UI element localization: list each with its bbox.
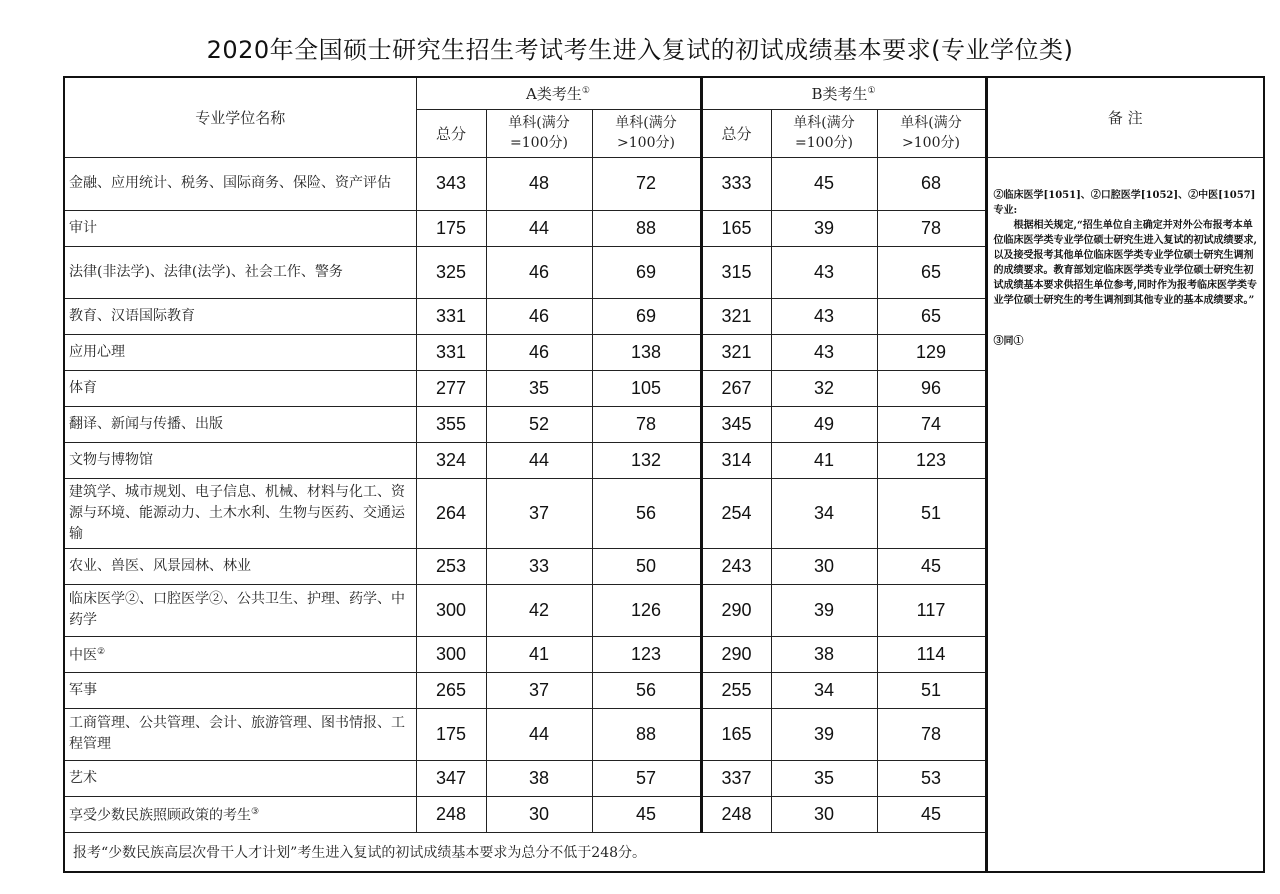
a-single-gt100-cell: 78 — [592, 406, 701, 442]
a-single-gt100-cell: 72 — [592, 157, 701, 210]
b-total-cell: 165 — [701, 210, 771, 246]
b-total-cell: 321 — [701, 334, 771, 370]
major-name-cell — [64, 636, 416, 672]
table-row — [64, 157, 1264, 210]
major-name: 军事 — [69, 681, 97, 698]
a-single-gt100-cell: 126 — [592, 584, 701, 636]
major-name: 法律(非法学)、法律(法学)、社会工作、警务 — [69, 263, 343, 280]
major-name: 临床医学②、口腔医学②、公共卫生、护理、药学、中药学 — [69, 591, 405, 628]
b-single-gt100-cell: 51 — [877, 672, 986, 708]
a-single-gt100-cell: 105 — [592, 370, 701, 406]
a-single-100-cell: 48 — [486, 157, 592, 210]
b-single-100-cell: 49 — [771, 406, 877, 442]
a-total-cell: 175 — [416, 210, 486, 246]
major-name: 农业、兽医、风景园林、林业 — [69, 557, 251, 574]
a-single-gt100-cell: 88 — [592, 210, 701, 246]
b-single-100-cell: 43 — [771, 298, 877, 334]
b-single-100-header: 单科(满分 =100分) — [771, 109, 877, 157]
a-total-cell: 355 — [416, 406, 486, 442]
footer-note: 报考“少数民族高层次骨干人才计划”考生进入复试的初试成绩基本要求为总分不低于248分。 — [64, 832, 986, 872]
b-single-gt100-cell: 117 — [877, 584, 986, 636]
b-single-100-cell: 39 — [771, 210, 877, 246]
major-name-cell — [64, 406, 416, 442]
b-single-gt100-cell: 123 — [877, 442, 986, 478]
group-a-header: A类考生① — [416, 77, 701, 109]
notes-cell — [986, 157, 1264, 872]
a-single-100-cell: 35 — [486, 370, 592, 406]
b-single-100-cell: 39 — [771, 584, 877, 636]
a-single-gt100-cell: 69 — [592, 246, 701, 298]
a-single-100-cell: 41 — [486, 636, 592, 672]
major-name: 金融、应用统计、税务、国际商务、保险、资产评估 — [69, 175, 391, 191]
major-name: 享受少数民族照顾政策的考生 — [69, 807, 251, 824]
a-total-cell: 331 — [416, 334, 486, 370]
major-name-cell — [64, 548, 416, 584]
a-total-cell: 175 — [416, 708, 486, 760]
b-single-100-cell: 35 — [771, 760, 877, 796]
a-single-100-header: 单科(满分 =100分) — [486, 109, 592, 157]
a-single-100-cell: 37 — [486, 672, 592, 708]
a-total-header: 总分 — [416, 109, 486, 157]
a-single-gt100-cell: 132 — [592, 442, 701, 478]
notes-text — [988, 158, 1264, 349]
a-single-gt100-cell: 88 — [592, 708, 701, 760]
a-single-100-cell: 46 — [486, 334, 592, 370]
major-name: 翻译、新闻与传播、出版 — [69, 415, 223, 432]
major-name-cell — [64, 796, 416, 832]
a-single-gt100-cell: 50 — [592, 548, 701, 584]
major-name: 教育、汉语国际教育 — [69, 307, 195, 324]
note-paragraph-2: 根据相关规定,“招生单位自主确定并对外公布报考本单位临床医学类专业学位硕士研究生进入复试的初试成绩要求,以及接受报考其他单位临床医学类专业学位硕士研究生调剂的成绩要求。教育部划定临床医学类专业学位硕士研究生初试成绩基本要求供招生单位参考,同时作为报考临床医学类专业学位硕士研究生的考生调剂到其他专业的基本成绩要求。” — [993, 219, 1257, 306]
b-total-header: 总分 — [701, 109, 771, 157]
major-name: 应用心理 — [69, 343, 125, 360]
b-single-100-cell: 38 — [771, 636, 877, 672]
major-name: 中医 — [69, 647, 97, 664]
b-total-cell: 345 — [701, 406, 771, 442]
a-single-gt100-cell: 123 — [592, 636, 701, 672]
a-single-100-cell: 38 — [486, 760, 592, 796]
a-single-gt100-cell: 57 — [592, 760, 701, 796]
b-single-100-cell: 43 — [771, 334, 877, 370]
a-single-gt100-cell: 69 — [592, 298, 701, 334]
b-single-gt100-cell: 74 — [877, 406, 986, 442]
b-total-cell: 243 — [701, 548, 771, 584]
b-single-100-cell: 34 — [771, 672, 877, 708]
a-total-cell: 277 — [416, 370, 486, 406]
a-single-gt100-cell: 138 — [592, 334, 701, 370]
a-single-100-cell: 33 — [486, 548, 592, 584]
a-single-100-cell: 46 — [486, 298, 592, 334]
note-paragraph-3: ③同① — [993, 335, 1024, 347]
a-total-cell: 253 — [416, 548, 486, 584]
b-total-cell: 337 — [701, 760, 771, 796]
a-single-gt100-cell: 56 — [592, 672, 701, 708]
a-total-cell: 325 — [416, 246, 486, 298]
major-name-cell — [64, 584, 416, 636]
major-name-cell — [64, 334, 416, 370]
major-name: 艺术 — [69, 769, 97, 786]
score-table — [63, 76, 1265, 873]
b-total-cell: 254 — [701, 478, 771, 548]
b-single-100-cell: 30 — [771, 548, 877, 584]
b-single-100-cell: 41 — [771, 442, 877, 478]
b-total-cell: 165 — [701, 708, 771, 760]
b-single-gt100-cell: 65 — [877, 298, 986, 334]
b-total-cell: 315 — [701, 246, 771, 298]
a-single-100-cell: 52 — [486, 406, 592, 442]
a-single-100-cell: 44 — [486, 210, 592, 246]
a-total-cell: 248 — [416, 796, 486, 832]
b-total-cell: 267 — [701, 370, 771, 406]
b-total-cell: 290 — [701, 636, 771, 672]
b-single-gt100-cell: 45 — [877, 796, 986, 832]
b-single-gt100-cell: 53 — [877, 760, 986, 796]
a-total-cell: 324 — [416, 442, 486, 478]
a-single-gt100-cell: 45 — [592, 796, 701, 832]
major-name: 文物与博物馆 — [69, 451, 153, 468]
b-total-cell: 314 — [701, 442, 771, 478]
major-name-cell — [64, 246, 416, 298]
major-name-cell — [64, 672, 416, 708]
major-name: 审计 — [69, 219, 97, 236]
b-single-100-cell: 34 — [771, 478, 877, 548]
major-name-cell — [64, 708, 416, 760]
a-single-100-cell: 42 — [486, 584, 592, 636]
b-total-cell: 333 — [701, 157, 771, 210]
b-single-100-cell: 32 — [771, 370, 877, 406]
b-single-gt100-cell: 96 — [877, 370, 986, 406]
a-single-gt100-header: 单科(满分 >100分) — [592, 109, 701, 157]
b-total-cell: 255 — [701, 672, 771, 708]
a-single-100-cell: 30 — [486, 796, 592, 832]
b-single-gt100-header: 单科(满分 >100分) — [877, 109, 986, 157]
major-name: 体育 — [69, 379, 97, 396]
major-name-cell — [64, 210, 416, 246]
note-paragraph-1: ②临床医学[1051]、②口腔医学[1052]、②中医[1057]专业: — [993, 189, 1256, 216]
notes-header: 备 注 — [986, 77, 1264, 157]
a-total-cell: 343 — [416, 157, 486, 210]
major-name: 工商管理、公共管理、会计、旅游管理、图书情报、工程管理 — [69, 715, 405, 752]
a-single-100-cell: 37 — [486, 478, 592, 548]
major-name-cell — [64, 442, 416, 478]
major-name-cell — [64, 298, 416, 334]
b-total-cell: 290 — [701, 584, 771, 636]
a-total-cell: 265 — [416, 672, 486, 708]
b-single-gt100-cell: 78 — [877, 210, 986, 246]
a-single-100-cell: 44 — [486, 708, 592, 760]
major-name-cell — [64, 478, 416, 548]
b-total-cell: 248 — [701, 796, 771, 832]
a-total-cell: 264 — [416, 478, 486, 548]
b-single-gt100-cell: 68 — [877, 157, 986, 210]
footnote-marker: ② — [97, 646, 106, 657]
b-single-gt100-cell: 78 — [877, 708, 986, 760]
page-title: 2020年全国硕士研究生招生考试考生进入复试的初试成绩基本要求(专业学位类) — [206, 36, 1074, 64]
a-total-cell: 300 — [416, 584, 486, 636]
a-total-cell: 347 — [416, 760, 486, 796]
b-single-100-cell: 39 — [771, 708, 877, 760]
a-single-100-cell: 44 — [486, 442, 592, 478]
b-single-gt100-cell: 65 — [877, 246, 986, 298]
a-total-cell: 331 — [416, 298, 486, 334]
a-total-cell: 300 — [416, 636, 486, 672]
b-single-gt100-cell: 51 — [877, 478, 986, 548]
a-single-100-cell: 46 — [486, 246, 592, 298]
major-name-cell — [64, 157, 416, 210]
major-name-header: 专业学位名称 — [64, 77, 416, 157]
major-name: 建筑学、城市规划、电子信息、机械、材料与化工、资源与环境、能源动力、土木水利、生物与医药、交通运输 — [69, 483, 405, 542]
footnote-marker: ③ — [251, 806, 260, 817]
b-single-100-cell: 45 — [771, 157, 877, 210]
b-single-100-cell: 43 — [771, 246, 877, 298]
b-single-gt100-cell: 114 — [877, 636, 986, 672]
group-b-header: B类考生① — [701, 77, 986, 109]
a-single-gt100-cell: 56 — [592, 478, 701, 548]
b-total-cell: 321 — [701, 298, 771, 334]
major-name-cell — [64, 760, 416, 796]
b-single-gt100-cell: 129 — [877, 334, 986, 370]
b-single-gt100-cell: 45 — [877, 548, 986, 584]
b-single-100-cell: 30 — [771, 796, 877, 832]
major-name-cell — [64, 370, 416, 406]
